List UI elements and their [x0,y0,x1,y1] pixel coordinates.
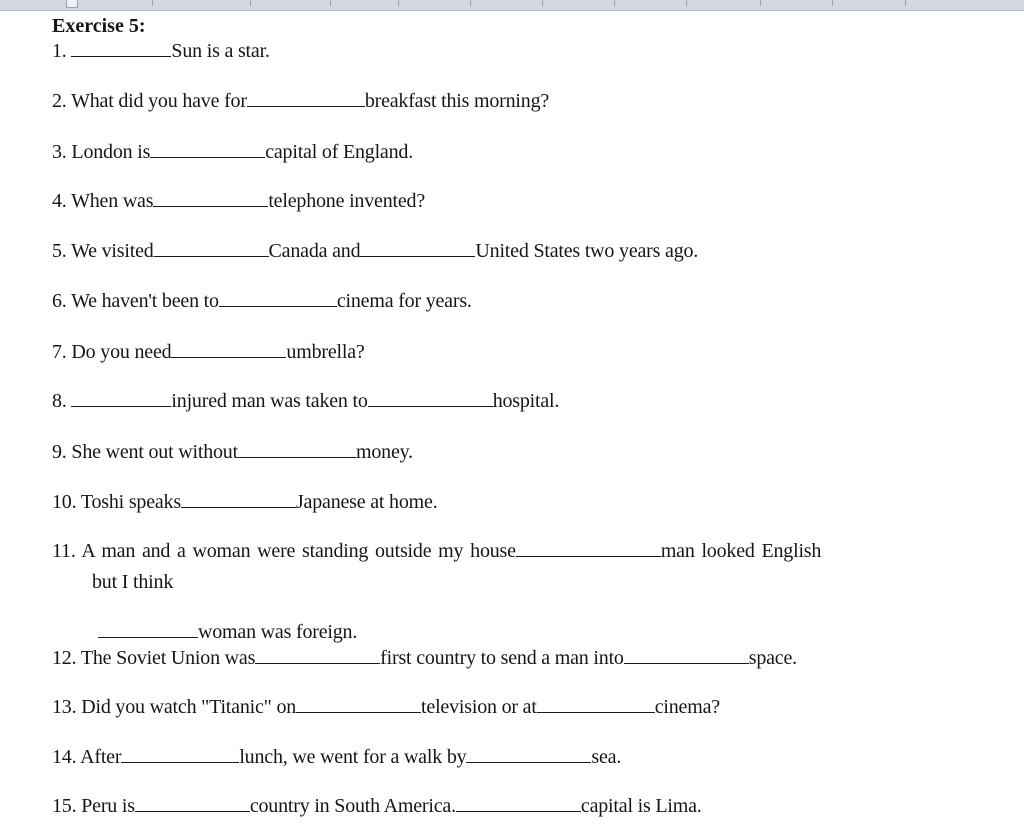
ruler-tick [470,0,471,6]
ruler-tick [152,0,153,6]
item-text: money. [355,441,413,463]
indent-marker[interactable] [66,0,78,8]
answer-blank[interactable] [135,795,250,812]
exercise-item-7 [52,341,365,364]
item-text: injured man was taken to [171,390,368,412]
answer-blank[interactable] [516,540,661,557]
item-number: 12. [52,647,77,669]
item-text: country in South America. [249,795,456,817]
item-text: When was [71,190,154,212]
answer-blank[interactable] [537,696,655,713]
exercise-item-15 [52,795,702,818]
ruler-tick [542,0,543,6]
exercise-item-11-continuation [98,621,357,644]
ruler-tick [832,0,833,6]
item-text: London is [71,141,151,163]
ruler-tick [686,0,687,6]
item-text: man looked English [660,540,822,562]
item-text: umbrella? [286,341,365,363]
item-number: 1. [52,40,67,62]
ruler [0,0,1024,11]
item-text: After [80,746,122,768]
ruler-tick [330,0,331,6]
item-text: but I think [92,571,174,593]
item-text: We haven't been to [71,290,219,312]
ruler-tick [905,0,906,6]
exercise-item-14 [52,746,621,769]
item-text: breakfast this morning? [364,90,550,112]
exercise-item-10 [52,491,438,514]
answer-blank[interactable] [71,40,171,57]
item-text: lunch, we went for a walk by [239,746,467,768]
answer-blank[interactable] [360,240,475,257]
exercise-item-6 [52,290,472,313]
exercise-item-1 [52,40,270,63]
item-text: Do you need [71,341,172,363]
item-number: 3. [52,141,67,163]
item-number: 15. [52,795,77,817]
item-number: 4. [52,190,67,212]
item-text: television or at [421,696,537,718]
item-number: 6. [52,290,67,312]
item-number: 14. [52,746,77,768]
answer-blank[interactable] [296,696,421,713]
item-number: 7. [52,341,67,363]
item-number: 9. [52,441,67,463]
item-number: 13. [52,696,77,718]
answer-blank[interactable] [171,341,286,358]
answer-blank[interactable] [368,390,493,407]
ruler-tick [398,0,399,6]
answer-blank[interactable] [181,491,296,508]
answer-blank[interactable] [456,795,581,812]
exercise-item-8 [52,390,559,413]
exercise-item-11-continuation [92,571,173,594]
item-text: woman was foreign. [198,621,358,643]
answer-blank[interactable] [466,746,591,763]
exercise-title: Exercise 5: [52,15,146,37]
item-text: What did you have for [71,90,247,112]
exercise-item-13 [52,696,720,719]
answer-blank[interactable] [71,390,171,407]
item-text: She went out without [71,441,238,463]
ruler-tick [614,0,615,6]
item-text: cinema for years. [336,290,472,312]
exercise-item-9 [52,441,413,464]
exercise-item-11 [52,540,821,563]
item-text: Peru is [81,795,135,817]
ruler-tick [250,0,251,6]
item-text: Toshi speaks [80,491,181,513]
exercise-item-2 [52,90,549,113]
item-text: A man and a woman were standing outside my house [81,540,516,562]
item-text: sea. [591,746,622,768]
answer-blank[interactable] [98,621,198,638]
answer-blank[interactable] [121,746,239,763]
item-number: 2. [52,90,67,112]
item-text: The Soviet Union was [80,647,256,669]
item-text: telephone invented? [268,190,426,212]
item-text: hospital. [492,390,560,412]
ruler-tick [760,0,761,6]
answer-blank[interactable] [238,441,356,458]
exercise-item-5 [52,240,698,263]
answer-blank[interactable] [247,90,365,107]
answer-blank[interactable] [219,290,337,307]
item-text: capital of England. [265,141,413,163]
exercise-item-3 [52,141,413,164]
item-text: Japanese at home. [295,491,438,513]
item-number: 10. [52,491,77,513]
item-text: first country to send a man into [380,647,624,669]
item-text: capital is Lima. [580,795,702,817]
answer-blank[interactable] [255,647,380,664]
item-text: Did you watch "Titanic" on [81,696,297,718]
answer-blank[interactable] [624,647,749,664]
answer-blank[interactable] [153,190,268,207]
item-text: cinema? [654,696,720,718]
item-text: Sun is a star. [171,40,270,62]
item-number: 11. [52,540,76,562]
item-text: space. [748,647,797,669]
item-number: 8. [52,390,67,412]
item-text: United States two years ago. [475,240,699,262]
item-number: 5. [52,240,67,262]
exercise-item-4 [52,190,425,213]
item-text: Canada and [268,240,361,262]
item-text: We visited [71,240,154,262]
answer-blank[interactable] [154,240,269,257]
answer-blank[interactable] [150,141,265,158]
exercise-item-12 [52,647,797,670]
